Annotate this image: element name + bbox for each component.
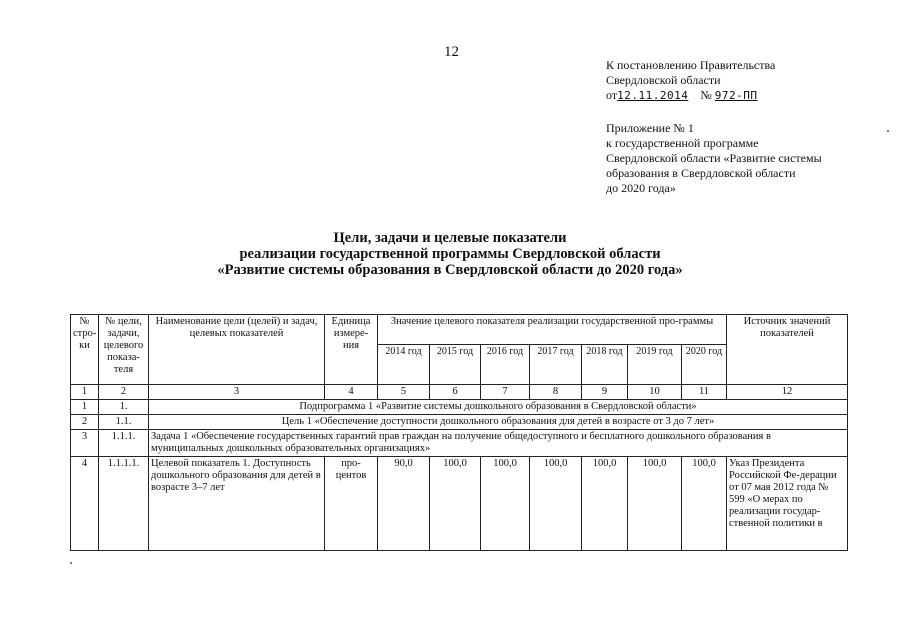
row-number: 3	[71, 430, 99, 457]
subprogram-title: Подпрограмма 1 «Развитие системы дошкольного образования в Свердловской области»	[149, 400, 848, 415]
indicator-value: 90,0	[378, 457, 430, 551]
row-number: 2	[71, 415, 99, 430]
header-year: 2020 год	[682, 345, 727, 385]
column-number: 6	[430, 385, 481, 400]
indicator-value: 100,0	[582, 457, 628, 551]
row-number: 1	[71, 400, 99, 415]
decree-date-line	[606, 88, 775, 103]
goal-number: 1.1.1.1.	[99, 457, 149, 551]
header-year: 2017 год	[530, 345, 582, 385]
indicators-table	[70, 314, 848, 551]
header-year: 2018 год	[582, 345, 628, 385]
task-title: Задача 1 «Обеспечение государственных гарантий прав граждан на получение общедоступного и бесплатного дошкольного образования в муниципальных дошкольных образовательных организациях»	[149, 430, 848, 457]
table-row	[71, 400, 848, 415]
decree-date-prefix: от	[606, 88, 618, 102]
scan-speck	[887, 130, 889, 132]
header-row-number: № стро-ки	[71, 315, 99, 385]
column-number: 2	[99, 385, 149, 400]
appendix-line-3: Свердловской области «Развитие системы	[606, 151, 822, 165]
title-line-3: «Развитие системы образования в Свердловской области до 2020 года»	[217, 262, 683, 278]
table-row	[71, 430, 848, 457]
header-year: 2015 год	[430, 345, 481, 385]
header-name: Наименование цели (целей) и задач, целевых показателей	[149, 315, 325, 385]
indicator-unit: про-центов	[325, 457, 378, 551]
page-number: 12	[444, 44, 459, 60]
document-title	[150, 230, 750, 278]
goal-number: 1.	[99, 400, 149, 415]
indicator-source: Указ Президента Российской Фе-дерации от 07 мая 2012 года № 599 «О мерах по реализации государ-ственной политики в	[727, 457, 848, 551]
appendix-line-2: к государственной программе	[606, 136, 759, 150]
title-line-1: Цели, задачи и целевые показатели	[333, 230, 567, 246]
scan-speck	[70, 562, 72, 564]
table-row	[71, 457, 848, 551]
table-row	[71, 415, 848, 430]
header-goal-number: № цели, задачи, целевого показа-теля	[99, 315, 149, 385]
column-number: 9	[582, 385, 628, 400]
decree-line-2: Свердловской области	[606, 73, 721, 87]
indicator-value: 100,0	[628, 457, 682, 551]
appendix-line-5: до 2020 года»	[606, 181, 676, 195]
appendix-reference	[606, 121, 822, 196]
indicator-value: 100,0	[530, 457, 582, 551]
goal-title: Цель 1 «Обеспечение доступности дошкольного образования для детей в возрасте от 3 до 7 лет»	[149, 415, 848, 430]
appendix-line-4: образования в Свердловской области	[606, 166, 796, 180]
decree-number: 972-ПП	[714, 89, 758, 102]
column-number: 4	[325, 385, 378, 400]
column-numbers-row	[71, 385, 848, 400]
header-unit: Единица измере-ния	[325, 315, 378, 385]
column-number: 10	[628, 385, 682, 400]
header-source: Источник значений показателей	[727, 315, 848, 385]
indicator-value: 100,0	[682, 457, 727, 551]
decree-line-1: К постановлению Правительства	[606, 58, 776, 72]
appendix-line-1: Приложение № 1	[606, 121, 694, 135]
decree-date: 12.11.2014	[617, 89, 689, 102]
title-line-2: реализации государственной программы Свердловской области	[239, 246, 661, 262]
goal-number: 1.1.	[99, 415, 149, 430]
header-year: 2019 год	[628, 345, 682, 385]
indicator-value: 100,0	[481, 457, 530, 551]
column-number: 12	[727, 385, 848, 400]
indicator-name: Целевой показатель 1. Доступность дошкольного образования для детей в возрасте 3–7 лет	[149, 457, 325, 551]
column-number: 3	[149, 385, 325, 400]
row-number: 4	[71, 457, 99, 551]
column-number: 11	[682, 385, 727, 400]
decree-number-prefix: №	[700, 88, 712, 102]
decree-reference	[606, 58, 775, 103]
header-value-group: Значение целевого показателя реализации государственной про-граммы	[378, 315, 727, 345]
column-number: 8	[530, 385, 582, 400]
header-year: 2014 год	[378, 345, 430, 385]
indicator-value: 100,0	[430, 457, 481, 551]
column-number: 5	[378, 385, 430, 400]
header-year: 2016 год	[481, 345, 530, 385]
column-number: 7	[481, 385, 530, 400]
column-number: 1	[71, 385, 99, 400]
goal-number: 1.1.1.	[99, 430, 149, 457]
